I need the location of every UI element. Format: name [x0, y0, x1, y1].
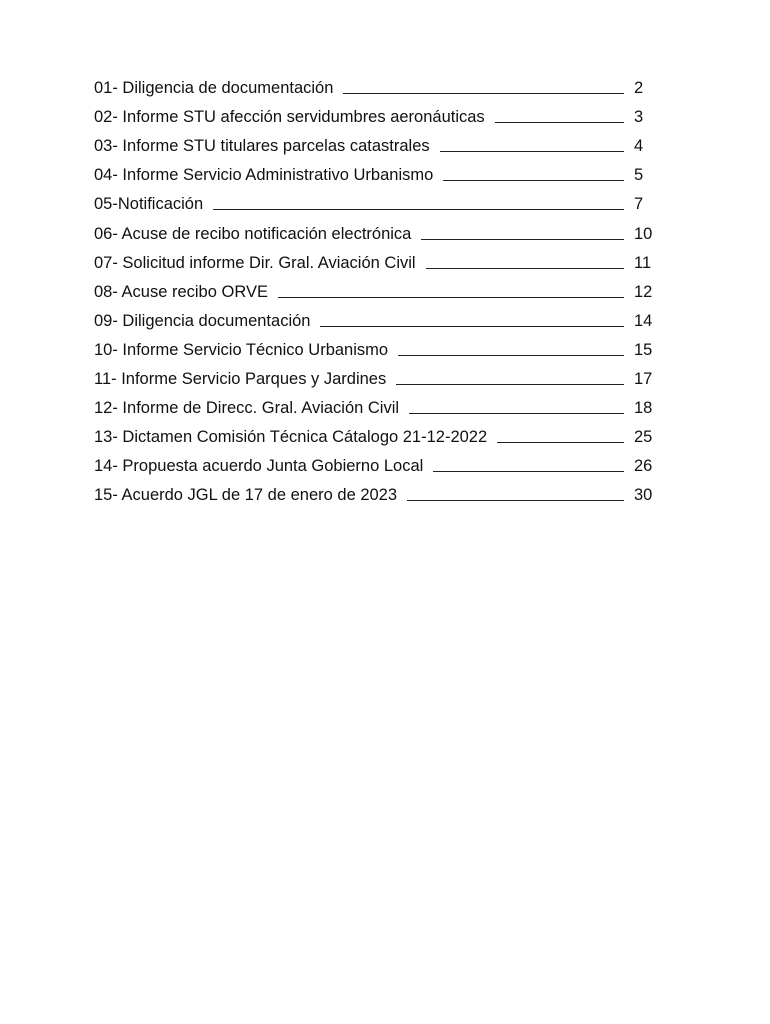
- toc-entry: [94, 331, 658, 360]
- toc-entry: [94, 127, 658, 156]
- toc-entry: [94, 273, 658, 302]
- toc-entry-page: 11: [634, 253, 652, 272]
- toc-entry-title: 10- Informe Servicio Técnico Urbanismo: [94, 340, 389, 359]
- toc-entry: [94, 418, 658, 447]
- toc-entry-page: 12: [634, 282, 653, 301]
- toc-entry-page: 15: [634, 340, 653, 359]
- toc-entry: [94, 185, 658, 214]
- toc-entry-title: 07- Solicitud informe Dir. Gral. Aviación Civil: [94, 253, 416, 272]
- toc-entry-title: 09- Diligencia documentación: [94, 311, 311, 330]
- toc-entry-title: 08- Acuse recibo ORVE: [94, 282, 268, 301]
- toc-entry-title: 03- Informe STU titulares parcelas catastrales: [94, 137, 430, 156]
- toc-entry: [94, 389, 658, 418]
- toc-entry-title: 13- Dictamen Comisión Técnica Cátalogo 21-12-2022: [94, 428, 488, 447]
- toc-entry-title: 04- Informe Servicio Administrativo Urbanismo: [94, 166, 434, 185]
- toc-leader-line: [440, 151, 624, 152]
- toc-leader-line: [443, 180, 624, 181]
- toc-entry: [94, 476, 658, 505]
- toc-leader-line: [421, 239, 624, 240]
- toc-entry-title: 01- Diligencia de documentación: [94, 79, 334, 98]
- toc-entry: [94, 214, 658, 243]
- toc-entry-title: 15- Acuerdo JGL de 17 de enero de 2023: [94, 486, 398, 505]
- toc-entry: [94, 302, 658, 331]
- toc-entry: [94, 98, 658, 127]
- toc-entry-title: 05-Notificación: [94, 195, 204, 214]
- toc-entry-page: 14: [634, 311, 653, 330]
- toc-entry: [94, 69, 658, 98]
- toc-entry-title: 06- Acuse de recibo notificación electrónica: [94, 224, 412, 243]
- toc-entry-page: 3: [634, 108, 644, 127]
- toc-entry-title: 14- Propuesta acuerdo Junta Gobierno Local: [94, 457, 424, 476]
- toc-leader-line: [433, 471, 624, 472]
- toc-entry-page: 5: [634, 166, 644, 185]
- toc-leader-line: [320, 326, 624, 327]
- toc-leader-line: [495, 122, 624, 123]
- toc-entry-title: 02- Informe STU afección servidumbres aeronáuticas: [94, 108, 485, 127]
- toc-entry: [94, 447, 658, 476]
- toc-leader-line: [396, 384, 624, 385]
- toc-entry-page: 30: [634, 486, 653, 505]
- toc-leader-line: [409, 413, 624, 414]
- toc-entry-title: 12- Informe de Direcc. Gral. Aviación Civil: [94, 399, 400, 418]
- toc-leader-line: [398, 355, 624, 356]
- toc-entry-page: 4: [634, 137, 644, 156]
- toc-entry-page: 7: [634, 195, 644, 214]
- toc-entry: [94, 244, 658, 273]
- toc-entry-page: 10: [634, 224, 653, 243]
- toc-entry-page: 2: [634, 79, 644, 98]
- table-of-contents: [94, 69, 658, 505]
- toc-entry-title: 11- Informe Servicio Parques y Jardines: [94, 370, 387, 389]
- toc-entry: [94, 360, 658, 389]
- toc-entry: [94, 156, 658, 185]
- toc-entry-page: 17: [634, 370, 653, 389]
- toc-entry-page: 26: [634, 457, 653, 476]
- toc-leader-line: [426, 268, 624, 269]
- toc-leader-line: [213, 209, 624, 210]
- toc-entry-page: 18: [634, 399, 653, 418]
- toc-leader-line: [278, 297, 624, 298]
- toc-leader-line: [497, 442, 624, 443]
- toc-leader-line: [407, 500, 624, 501]
- toc-leader-line: [343, 93, 624, 94]
- toc-entry-page: 25: [634, 428, 653, 447]
